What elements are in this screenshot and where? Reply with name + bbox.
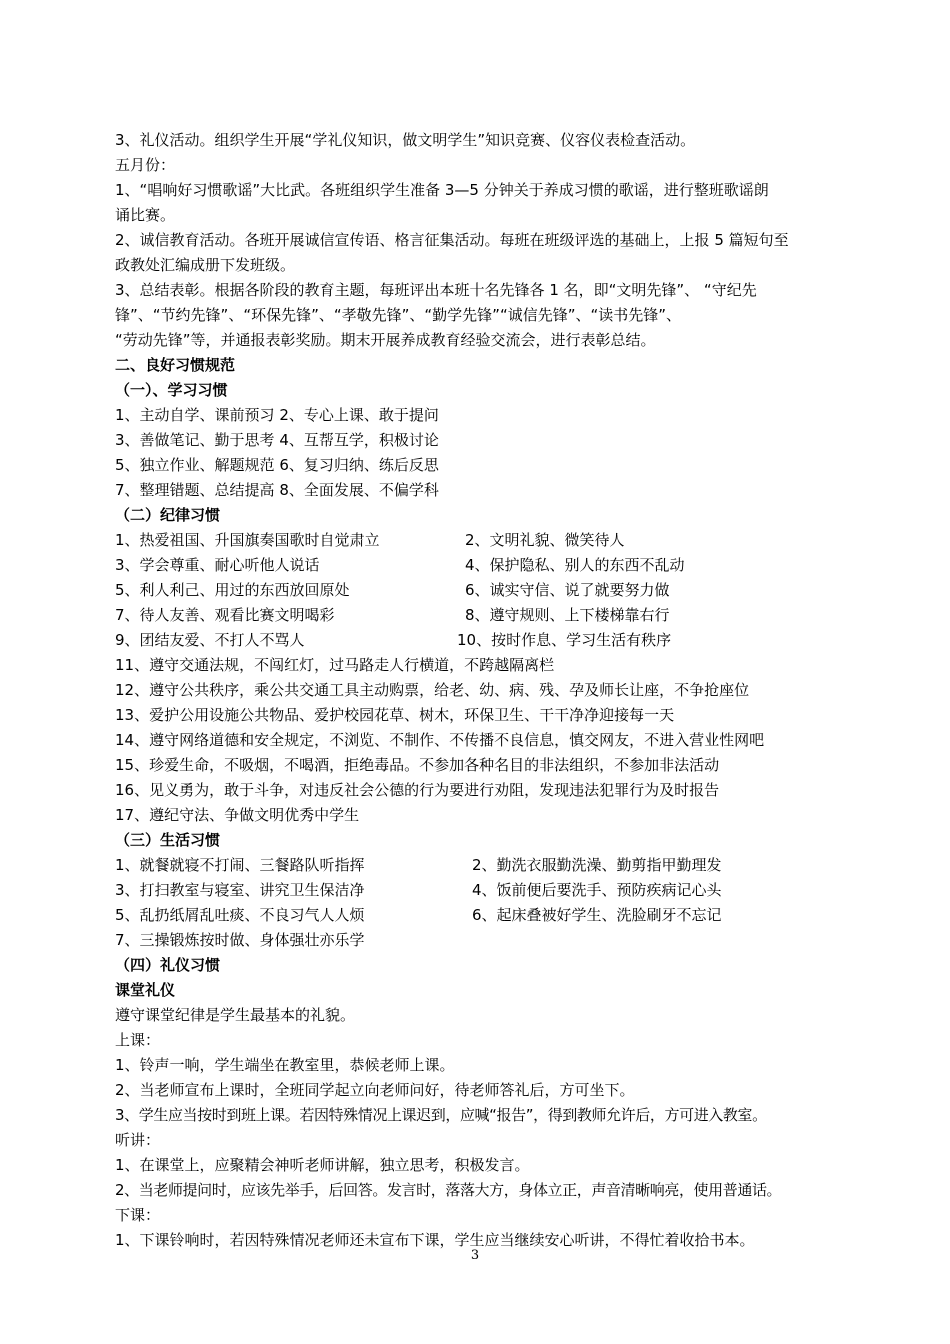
discipline-item: 8、遵守规则、上下楼梯靠右行 bbox=[465, 606, 670, 624]
etiquette-line: 1、下课铃响时，若因特殊情况老师还未宣布下课，学生应当继续安心听讲，不得忙着收拾书本。 bbox=[115, 1231, 755, 1249]
etiquette-line: 1、在课堂上，应聚精会神听老师讲解，独立思考，积极发言。 bbox=[115, 1156, 530, 1174]
discipline-row bbox=[115, 528, 840, 553]
discipline-row bbox=[115, 578, 840, 603]
etiquette-line: 上课： bbox=[115, 1031, 161, 1049]
subsection-heading-study: （一）、学习习惯 bbox=[115, 381, 228, 399]
discipline-item: 2、文明礼貌、微笑待人 bbox=[465, 531, 625, 549]
discipline-item: 3、学会尊重、耐心听他人说话 bbox=[115, 556, 320, 574]
etiquette-line: 遵守课堂纪律是学生最基本的礼貌。 bbox=[115, 1006, 356, 1024]
text-line: 五月份： bbox=[115, 156, 176, 174]
text-line: “劳动先锋”等，并通报表彰奖励。期末开展养成教育经验交流会，进行表彰总结。 bbox=[115, 331, 656, 349]
text-line: 1、“唱响好习惯歌谣”大比武。各班组织学生准备 3—5 分钟关于养成习惯的歌谣，进行整班歌谣朗 bbox=[115, 181, 769, 199]
life-item: 6、起床叠被好学生、洗脸刷牙不忘记 bbox=[472, 906, 722, 924]
text-line: 诵比赛。 bbox=[115, 206, 176, 224]
life-item: 7、三操锻炼按时做、身体强壮亦乐学 bbox=[115, 931, 365, 949]
section-heading: 二、良好习惯规范 bbox=[115, 356, 236, 374]
text-line: 3、礼仪活动。组织学生开展“学礼仪知识，做文明学生”知识竞赛、仪容仪表检查活动。 bbox=[115, 131, 696, 149]
life-row bbox=[115, 853, 840, 878]
discipline-item: 12、遵守公共秩序，乘公共交通工具主动购票，给老、幼、病、残、孕及师长让座，不争抢座位 bbox=[115, 681, 750, 699]
page-number: 3 bbox=[470, 1248, 480, 1263]
etiquette-subtitle: 课堂礼仪 bbox=[115, 981, 176, 999]
discipline-row bbox=[115, 553, 840, 578]
study-row: 1、主动自学、课前预习 2、专心上课、敢于提问 bbox=[115, 406, 439, 424]
discipline-item: 7、待人友善、观看比赛文明喝彩 bbox=[115, 606, 335, 624]
life-item: 2、勤洗衣服勤洗澡、勤剪指甲勤理发 bbox=[472, 856, 722, 874]
text-line: 3、总结表彰。根据各阶段的教育主题，每班评出本班十名先锋各 1 名，即“文明先锋”、 “守纪先 bbox=[115, 281, 757, 299]
text-line: 锋”、“节约先锋”、“环保先锋”、“孝敬先锋”、“勤学先锋”“诚信先锋”、“读书先锋”、 bbox=[115, 306, 682, 324]
discipline-item: 5、利人利己、用过的东西放回原处 bbox=[115, 581, 350, 599]
discipline-row bbox=[115, 603, 840, 628]
study-row: 7、整理错题、总结提高 8、全面发展、不偏学科 bbox=[115, 481, 439, 499]
etiquette-line: 下课： bbox=[115, 1206, 161, 1224]
discipline-item: 14、遵守网络道德和安全规定，不浏览、不制作、不传播不良信息，慎交网友，不进入营业性网吧 bbox=[115, 731, 765, 749]
discipline-item: 1、热爱祖国、升国旗奏国歌时自觉肃立 bbox=[115, 531, 380, 549]
etiquette-line: 2、当老师宣布上课时，全班同学起立向老师问好，待老师答礼后，方可坐下。 bbox=[115, 1081, 635, 1099]
discipline-item: 16、见义勇为，敢于斗争，对违反社会公德的行为要进行劝阻，发现违法犯罪行为及时报告 bbox=[115, 781, 720, 799]
discipline-item: 4、保护隐私、别人的东西不乱动 bbox=[465, 556, 685, 574]
study-row: 5、独立作业、解题规范 6、复习归纳、练后反思 bbox=[115, 456, 439, 474]
life-row bbox=[115, 903, 840, 928]
discipline-item: 17、遵纪守法、争做文明优秀中学生 bbox=[115, 806, 360, 824]
subsection-heading-life: （三）生活习惯 bbox=[115, 831, 221, 849]
discipline-item: 9、团结友爱、不打人不骂人 bbox=[115, 631, 305, 649]
life-item: 3、打扫教室与寝室、讲究卫生保洁净 bbox=[115, 881, 365, 899]
subsection-heading-discipline: （二）纪律习惯 bbox=[115, 506, 221, 524]
life-row bbox=[115, 878, 840, 903]
text-line: 政教处汇编成册下发班级。 bbox=[115, 256, 296, 274]
etiquette-line: 2、当老师提问时，应该先举手，后回答。发言时，落落大方，身体立正，声音清晰响亮，使用普通话。 bbox=[115, 1181, 782, 1199]
subsection-heading-etiquette: （四）礼仪习惯 bbox=[115, 956, 221, 974]
life-item: 1、就餐就寝不打闹、三餐路队听指挥 bbox=[115, 856, 365, 874]
page-content bbox=[115, 128, 840, 1253]
discipline-item: 11、遵守交通法规，不闯红灯，过马路走人行横道，不跨越隔离栏 bbox=[115, 656, 555, 674]
life-item: 5、乱扔纸屑乱吐痰、不良习气人人烦 bbox=[115, 906, 365, 924]
discipline-item: 10、按时作息、学习生活有秩序 bbox=[457, 631, 672, 649]
etiquette-line: 3、学生应当按时到班上课。若因特殊情况上课迟到，应喊“报告”，得到教师允许后，方可进入教室。 bbox=[115, 1106, 767, 1124]
etiquette-line: 听讲： bbox=[115, 1131, 161, 1149]
discipline-item: 6、诚实守信、说了就要努力做 bbox=[465, 581, 670, 599]
discipline-item: 15、珍爱生命，不吸烟，不喝酒，拒绝毒品。不参加各种名目的非法组织，不参加非法活动 bbox=[115, 756, 720, 774]
discipline-item: 13、爱护公用设施公共物品、爱护校园花草、树木，环保卫生、干干净净迎接每一天 bbox=[115, 706, 675, 724]
study-row: 3、善做笔记、勤于思考 4、互帮互学，积极讨论 bbox=[115, 431, 439, 449]
text-line: 2、诚信教育活动。各班开展诚信宣传语、格言征集活动。每班在班级评选的基础上，上报 5 篇短句至 bbox=[115, 231, 789, 249]
etiquette-line: 1、铃声一响，学生端坐在教室里，恭候老师上课。 bbox=[115, 1056, 455, 1074]
life-item: 4、饭前便后要洗手、预防疾病记心头 bbox=[472, 881, 722, 899]
discipline-row bbox=[115, 628, 840, 653]
